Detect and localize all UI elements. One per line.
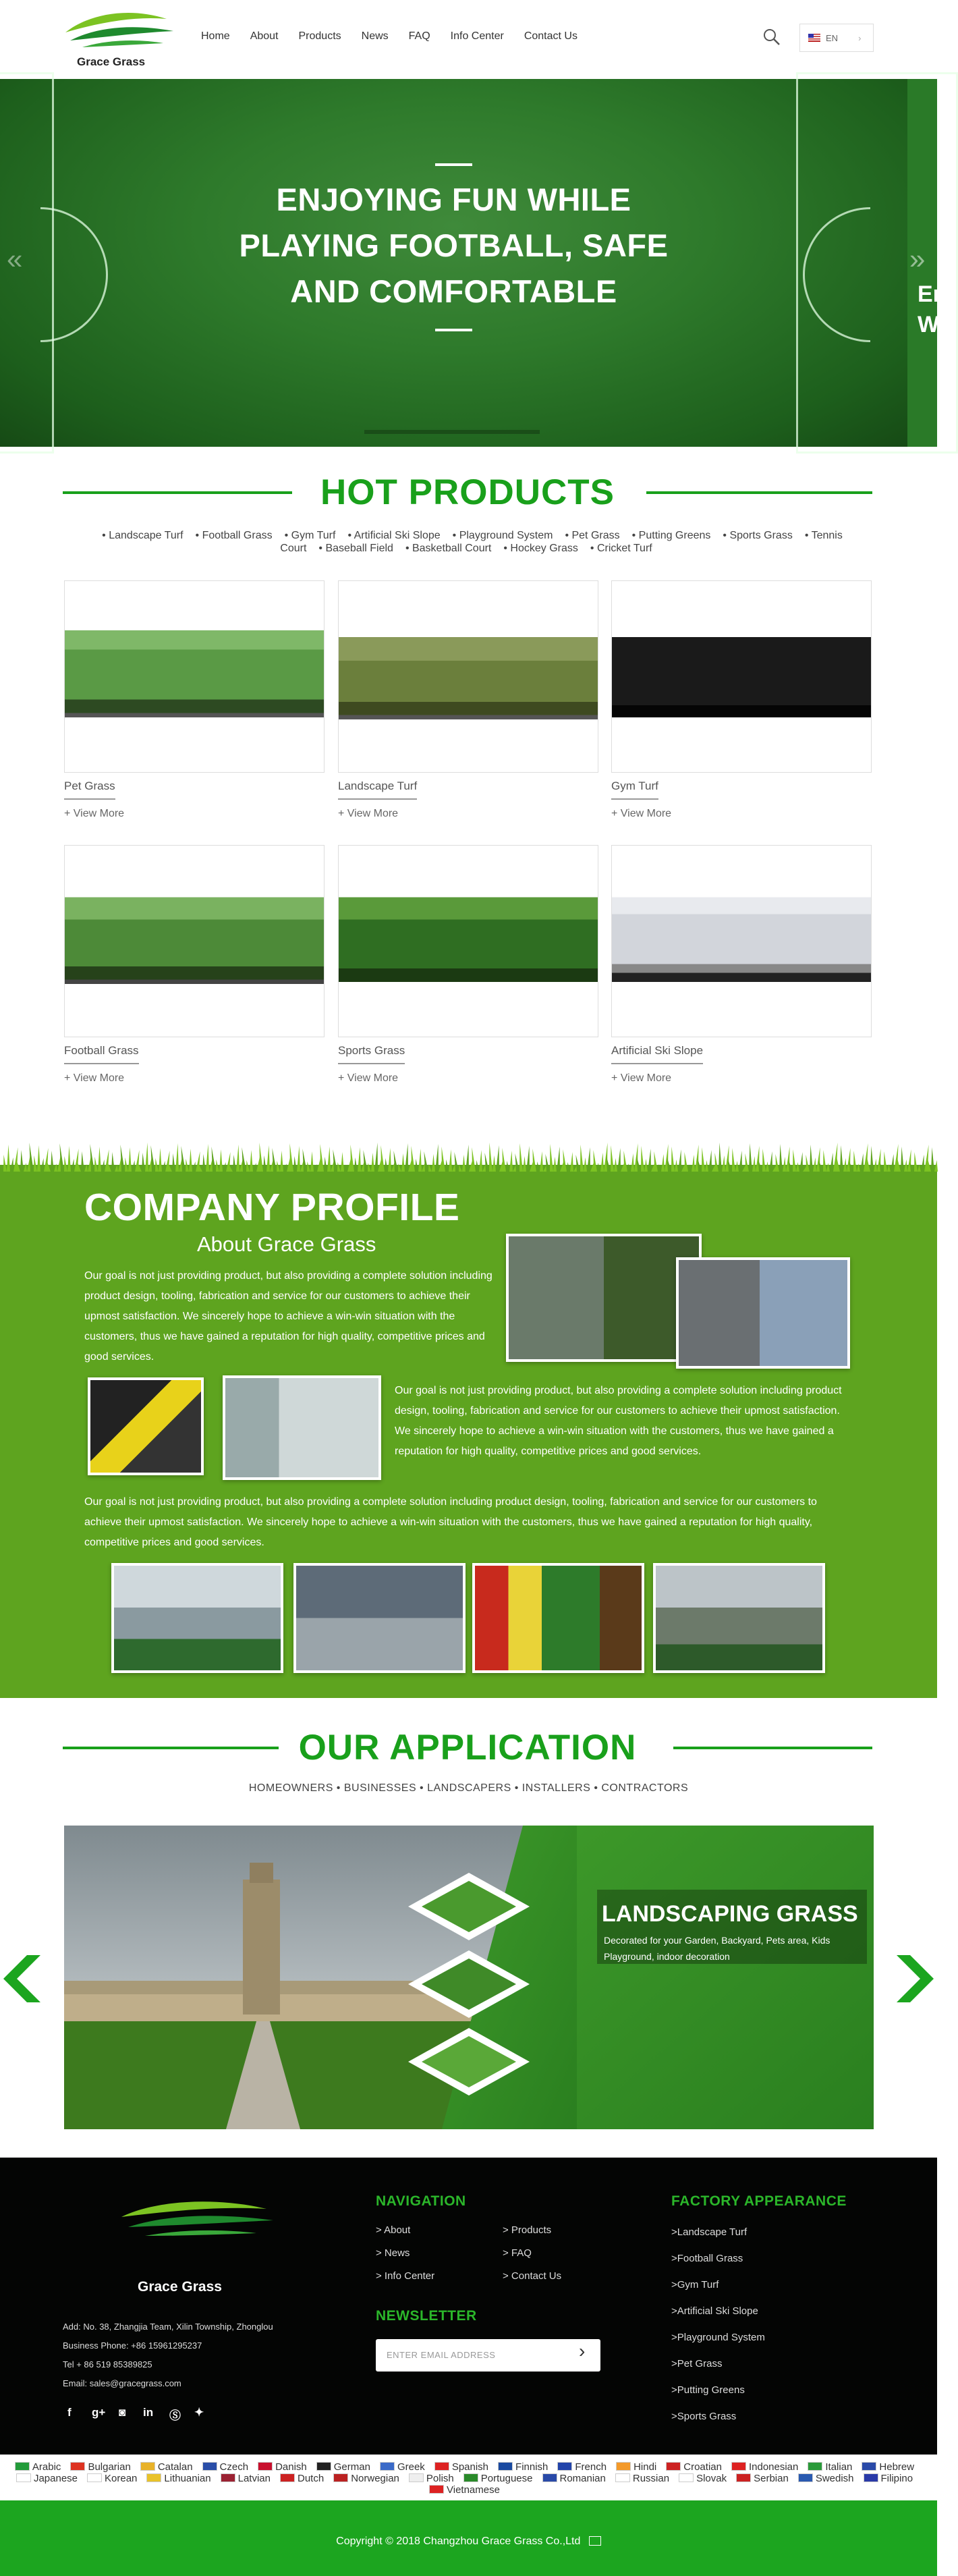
language-name: Catalan bbox=[157, 2461, 193, 2473]
language-selector[interactable] bbox=[799, 24, 874, 52]
hero-banner bbox=[0, 79, 907, 447]
product-tag[interactable]: • Football Grass bbox=[195, 530, 273, 541]
language-option[interactable] bbox=[616, 2461, 656, 2473]
language-name: Croatian bbox=[683, 2461, 722, 2473]
profile-paragraph-3: Our goal is not just providing product, but also providing a complete solution including product design, tooling, fabrication and service for our customers to achieve their upmost satisfaction. We sincerely hope to achieve a win-win situation with the customers, thus we have gained a reputation for high quality, competitive prices and good services. bbox=[84, 1496, 817, 1548]
product-name[interactable]: Landscape Turf bbox=[338, 779, 417, 800]
footer-link-news[interactable]: > News bbox=[376, 2247, 410, 2259]
language-option[interactable] bbox=[258, 2461, 307, 2473]
factory-link[interactable]: >Sports Grass bbox=[671, 2411, 737, 2422]
flag-icon bbox=[434, 2462, 449, 2471]
copyright-bar bbox=[0, 2500, 937, 2576]
product-tag[interactable]: • Baseball Field bbox=[318, 543, 393, 554]
product-card[interactable] bbox=[611, 580, 872, 820]
language-name: Danish bbox=[275, 2461, 307, 2473]
language-name: Hindi bbox=[633, 2461, 657, 2473]
language-name: Portuguese bbox=[480, 2473, 533, 2484]
profile-paragraph-2: Our goal is not just providing product, but also providing a complete solution including product design, tooling, fabrication and service for our customers to achieve their upmost satisfaction. We sincerely hope to achieve a win-win situation with the customers, thus we have gained a reputation for high quality, competitive prices and good services. bbox=[395, 1385, 842, 1457]
field-arc bbox=[40, 207, 108, 342]
language-name: Hebrew bbox=[879, 2461, 915, 2473]
hero-line-3: AND COMFORTABLE bbox=[290, 273, 617, 309]
language-name: Indonesian bbox=[748, 2461, 799, 2473]
language-name: Korean bbox=[105, 2473, 138, 2484]
product-name[interactable]: Gym Turf bbox=[611, 779, 658, 800]
flag-icon bbox=[542, 2473, 557, 2482]
google-plus-icon[interactable]: g+ bbox=[92, 2406, 106, 2419]
language-option[interactable] bbox=[808, 2461, 852, 2473]
flag-icon bbox=[409, 2473, 424, 2482]
flag-icon bbox=[280, 2473, 295, 2482]
language-option[interactable] bbox=[864, 2473, 913, 2484]
peek-text-2: W bbox=[918, 312, 940, 337]
footer-business-phone: Business Phone: +86 15961295237 bbox=[63, 2340, 202, 2351]
chevron-right-icon: › bbox=[858, 32, 862, 43]
application-subtitle: HOMEOWNERS • BUSINESSES • LANDSCAPERS • INSTALLERS • CONTRACTORS bbox=[248, 1782, 689, 1794]
heading-rule bbox=[646, 491, 872, 494]
language-option[interactable] bbox=[15, 2461, 61, 2473]
nav-faq[interactable]: FAQ bbox=[408, 30, 430, 42]
product-card[interactable] bbox=[338, 845, 598, 1085]
footer-link-contact-us[interactable]: > Contact Us bbox=[503, 2270, 562, 2282]
nav-info-center[interactable]: Info Center bbox=[450, 30, 504, 42]
nav-contact-us[interactable]: Contact Us bbox=[524, 30, 577, 42]
section-title: OUR APPLICATION bbox=[298, 1728, 637, 1767]
product-image[interactable] bbox=[611, 845, 872, 1037]
factory-photo bbox=[293, 1563, 466, 1673]
hero-prev-arrow-icon[interactable]: « bbox=[7, 243, 23, 275]
nav-products[interactable]: Products bbox=[298, 30, 341, 42]
language-option[interactable] bbox=[666, 2461, 722, 2473]
factory-photo bbox=[88, 1377, 204, 1475]
language-code: EN bbox=[826, 32, 839, 43]
product-tag[interactable]: • Hockey Grass bbox=[503, 543, 578, 554]
view-more-link[interactable]: + View More bbox=[64, 808, 125, 819]
profile-subtitle: About Grace Grass bbox=[197, 1232, 376, 1256]
flag-icon bbox=[87, 2473, 102, 2482]
logo-text: Grace Grass bbox=[77, 55, 146, 68]
product-tags bbox=[88, 529, 857, 555]
product-tag[interactable]: • Basketball Court bbox=[405, 543, 492, 554]
turf-sample bbox=[339, 886, 598, 997]
flag-icon bbox=[316, 2462, 331, 2471]
language-option[interactable] bbox=[87, 2473, 137, 2484]
main-nav bbox=[201, 30, 598, 43]
language-option[interactable] bbox=[615, 2473, 669, 2484]
turf-sample bbox=[65, 886, 324, 997]
product-tag[interactable]: • Artificial Ski Slope bbox=[347, 530, 441, 541]
flag-icon bbox=[679, 2473, 694, 2482]
language-name: Vietnamese bbox=[447, 2484, 500, 2496]
language-name: Lithuanian bbox=[164, 2473, 211, 2484]
language-name: Italian bbox=[825, 2461, 853, 2473]
newsletter-title: NEWSLETTER bbox=[376, 2308, 477, 2324]
view-more-link[interactable]: + View More bbox=[338, 808, 399, 819]
product-image[interactable] bbox=[64, 580, 325, 773]
nav-home[interactable]: Home bbox=[201, 30, 230, 42]
view-more-link[interactable]: + View More bbox=[611, 808, 672, 819]
flag-icon bbox=[862, 2462, 876, 2471]
language-name: Polish bbox=[426, 2473, 454, 2484]
product-name[interactable]: Pet Grass bbox=[64, 779, 115, 800]
footer-tel: Tel + 86 519 85389825 bbox=[63, 2359, 152, 2369]
language-option[interactable] bbox=[542, 2473, 606, 2484]
factory-photo bbox=[506, 1234, 702, 1362]
section-title: HOT PRODUCTS bbox=[320, 472, 615, 512]
newsletter-submit-icon[interactable]: › bbox=[579, 2340, 586, 2361]
language-name: Bulgarian bbox=[88, 2461, 131, 2473]
footer-link-faq[interactable]: > FAQ bbox=[503, 2247, 532, 2259]
product-card[interactable] bbox=[611, 845, 872, 1085]
language-option[interactable] bbox=[429, 2484, 500, 2496]
turf-sample bbox=[612, 622, 871, 733]
flag-icon bbox=[666, 2462, 681, 2471]
newsletter-email-input[interactable]: ENTER EMAIL ADDRESS bbox=[376, 2339, 600, 2372]
hero-next-arrow-icon[interactable]: » bbox=[909, 243, 926, 275]
hero-pagination[interactable] bbox=[364, 430, 540, 434]
flag-icon bbox=[16, 2473, 31, 2482]
language-name: Czech bbox=[219, 2461, 249, 2473]
language-option[interactable] bbox=[16, 2473, 78, 2484]
product-tag[interactable]: • Cricket Turf bbox=[590, 543, 652, 554]
language-option[interactable] bbox=[333, 2473, 399, 2484]
factory-photo bbox=[223, 1375, 381, 1480]
flag-icon bbox=[616, 2462, 631, 2471]
flag-icon bbox=[258, 2462, 273, 2471]
product-tag[interactable]: • Gym Turf bbox=[284, 530, 336, 541]
slide-description: Decorated for your Garden, Backyard, Pets area, Kids Playground, indoor decoration bbox=[604, 1935, 830, 1962]
footer-logo-leaf-icon bbox=[115, 2197, 277, 2244]
footer-link-info-center[interactable]: > Info Center bbox=[376, 2270, 435, 2282]
hero-divider bbox=[435, 163, 472, 166]
language-option[interactable] bbox=[409, 2473, 454, 2484]
language-option[interactable] bbox=[221, 2473, 271, 2484]
slide-title: LANDSCAPING GRASS bbox=[602, 1901, 858, 1927]
copyright-text: Copyright © 2018 Changzhou Grace Grass Co.,Ltd bbox=[336, 2536, 581, 2547]
factory-link[interactable]: >Pet Grass bbox=[671, 2358, 723, 2369]
application-slide bbox=[64, 1826, 874, 2129]
language-option[interactable] bbox=[140, 2461, 193, 2473]
us-flag-icon bbox=[808, 34, 820, 42]
flag-icon bbox=[380, 2462, 395, 2471]
flag-icon bbox=[140, 2462, 155, 2471]
language-option[interactable] bbox=[380, 2461, 425, 2473]
flag-icon bbox=[731, 2462, 746, 2471]
factory-link[interactable]: >Artificial Ski Slope bbox=[671, 2305, 758, 2317]
turf-sample bbox=[339, 622, 598, 733]
turf-sample bbox=[65, 622, 324, 733]
site-header bbox=[0, 0, 937, 79]
language-option[interactable] bbox=[316, 2461, 370, 2473]
flag-icon bbox=[615, 2473, 630, 2482]
product-tag[interactable]: • Sports Grass bbox=[723, 530, 793, 541]
chevron-right-icon[interactable] bbox=[897, 1952, 937, 2006]
product-card[interactable] bbox=[64, 845, 325, 1085]
factory-link[interactable]: >Football Grass bbox=[671, 2253, 743, 2264]
product-tag[interactable]: • Tennis Court bbox=[280, 530, 843, 554]
language-option[interactable] bbox=[731, 2461, 798, 2473]
footer-address: Add: No. 38, Zhangjia Team, Xilin Township, Zhonglou bbox=[63, 2322, 273, 2332]
flag-icon bbox=[146, 2473, 161, 2482]
grass-edge bbox=[0, 1138, 937, 1172]
factory-photo bbox=[111, 1563, 283, 1673]
turf-sample bbox=[612, 886, 871, 997]
language-option[interactable] bbox=[498, 2461, 548, 2473]
flag-icon bbox=[736, 2473, 751, 2482]
product-image[interactable] bbox=[338, 580, 598, 773]
skype-icon[interactable]: Ⓢ bbox=[169, 2409, 181, 2422]
language-name: Swedish bbox=[815, 2473, 854, 2484]
logo[interactable] bbox=[62, 7, 177, 71]
factory-link[interactable]: >Gym Turf bbox=[671, 2279, 719, 2291]
footer-email[interactable]: Email: sales@gracegrass.com bbox=[63, 2378, 181, 2388]
flag-icon bbox=[808, 2462, 822, 2471]
factory-link[interactable]: >Putting Greens bbox=[671, 2384, 745, 2396]
language-name: Arabic bbox=[32, 2461, 61, 2473]
hero-title bbox=[196, 177, 712, 314]
footer-link-about[interactable]: > About bbox=[376, 2224, 411, 2236]
flag-icon bbox=[864, 2473, 878, 2482]
product-tag[interactable]: • Putting Greens bbox=[631, 530, 711, 541]
product-image[interactable] bbox=[338, 845, 598, 1037]
hero-line-1: ENJOYING FUN WHILE bbox=[276, 182, 631, 217]
nav-news[interactable]: News bbox=[361, 30, 389, 42]
chevron-left-icon[interactable] bbox=[0, 1952, 40, 2006]
hero-line-2: PLAYING FOOTBALL, SAFE bbox=[239, 227, 669, 263]
language-option[interactable] bbox=[736, 2473, 789, 2484]
language-option[interactable] bbox=[70, 2461, 130, 2473]
flag-icon bbox=[557, 2462, 572, 2471]
product-image[interactable] bbox=[611, 580, 872, 773]
language-name: Serbian bbox=[754, 2473, 789, 2484]
language-name: Spanish bbox=[451, 2461, 489, 2473]
product-tag[interactable]: • Playground System bbox=[452, 530, 553, 541]
product-name[interactable]: Football Grass bbox=[64, 1044, 139, 1064]
profile-paragraph-1: Our goal is not just providing product, but also providing a complete solution including product design, tooling, fabrication and service for our customers to achieve their upmost satisfaction. We sincerely hope to achieve a win-win situation with the customers, thus we have gained a reputation for high quality, competitive prices and good services. bbox=[84, 1270, 492, 1363]
landscaping-image bbox=[64, 1826, 874, 2129]
search-icon[interactable] bbox=[763, 28, 781, 46]
flag-icon bbox=[333, 2473, 348, 2482]
product-card[interactable] bbox=[64, 580, 325, 820]
flag-icon bbox=[429, 2485, 444, 2494]
peek-text-1: En bbox=[918, 281, 947, 307]
language-option[interactable] bbox=[798, 2473, 854, 2484]
product-tag[interactable]: • Pet Grass bbox=[565, 530, 620, 541]
language-name: Russian bbox=[632, 2473, 670, 2484]
language-option[interactable] bbox=[434, 2461, 488, 2473]
product-image[interactable] bbox=[64, 845, 325, 1037]
language-name: Norwegian bbox=[351, 2473, 399, 2484]
profile-title: COMPANY PROFILE bbox=[84, 1186, 460, 1229]
language-name: German bbox=[333, 2461, 370, 2473]
application-heading bbox=[63, 1728, 872, 1768]
footer-logo-text: Grace Grass bbox=[138, 2279, 222, 2295]
language-name: Slovak bbox=[696, 2473, 727, 2484]
facebook-icon[interactable]: f bbox=[67, 2406, 72, 2419]
heading-rule bbox=[673, 1747, 872, 1749]
language-name: Romanian bbox=[559, 2473, 606, 2484]
factory-photo bbox=[676, 1257, 850, 1369]
flag-icon bbox=[498, 2462, 513, 2471]
language-option[interactable] bbox=[202, 2461, 249, 2473]
language-option[interactable] bbox=[280, 2473, 324, 2484]
view-more-link[interactable]: + View More bbox=[338, 1072, 399, 1084]
view-more-link[interactable]: + View More bbox=[64, 1072, 125, 1084]
product-card[interactable] bbox=[338, 580, 598, 820]
flag-icon bbox=[15, 2462, 30, 2471]
language-name: French bbox=[575, 2461, 607, 2473]
company-profile bbox=[0, 1172, 937, 1698]
product-name[interactable]: Sports Grass bbox=[338, 1044, 405, 1064]
language-bar bbox=[0, 2455, 937, 2500]
factory-photo bbox=[472, 1563, 644, 1673]
language-name: Finnish bbox=[515, 2461, 548, 2473]
footer-nav-title: NAVIGATION bbox=[376, 2193, 466, 2209]
instagram-icon[interactable]: ◙ bbox=[119, 2406, 126, 2419]
language-option[interactable] bbox=[862, 2461, 914, 2473]
product-name[interactable]: Artificial Ski Slope bbox=[611, 1044, 703, 1064]
language-name: Latvian bbox=[237, 2473, 271, 2484]
language-name: Dutch bbox=[298, 2473, 325, 2484]
nav-about[interactable]: About bbox=[250, 30, 279, 42]
language-option[interactable] bbox=[463, 2473, 533, 2484]
factory-link[interactable]: >Landscape Turf bbox=[671, 2226, 748, 2238]
product-tag[interactable]: • Landscape Turf bbox=[102, 530, 184, 541]
flag-icon bbox=[463, 2473, 478, 2482]
flag-icon bbox=[798, 2473, 813, 2482]
language-name: Filipino bbox=[880, 2473, 913, 2484]
stats-icon[interactable] bbox=[589, 2536, 601, 2546]
factory-link[interactable]: >Playground System bbox=[671, 2332, 765, 2343]
footer-link-products[interactable]: > Products bbox=[503, 2224, 552, 2236]
language-option[interactable] bbox=[146, 2473, 210, 2484]
factory-appearance-title: FACTORY APPEARANCE bbox=[671, 2193, 847, 2209]
hero-divider bbox=[435, 329, 472, 331]
hot-products-heading bbox=[63, 472, 872, 513]
logo-leaf-icon bbox=[62, 7, 177, 55]
flag-icon bbox=[70, 2462, 85, 2471]
factory-photo bbox=[653, 1563, 825, 1673]
language-name: Greek bbox=[397, 2461, 425, 2473]
linkedin-icon[interactable]: in bbox=[143, 2406, 154, 2419]
flag-icon bbox=[202, 2462, 217, 2471]
view-more-link[interactable]: + View More bbox=[611, 1072, 672, 1084]
twitter-icon[interactable]: ✦ bbox=[194, 2406, 204, 2419]
language-name: Japanese bbox=[33, 2473, 78, 2484]
language-option[interactable] bbox=[557, 2461, 607, 2473]
language-option[interactable] bbox=[679, 2473, 727, 2484]
flag-icon bbox=[221, 2473, 235, 2482]
